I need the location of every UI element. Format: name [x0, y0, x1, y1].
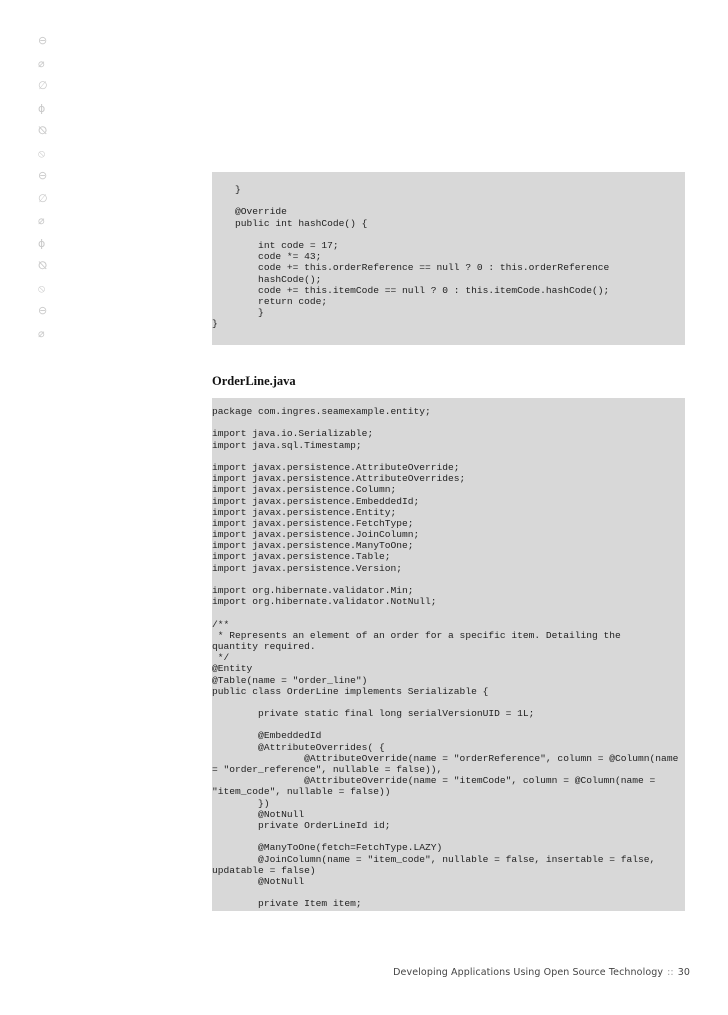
code-line: @AttributeOverrides( { — [212, 741, 385, 753]
code-line: import java.io.Serializable; — [212, 428, 374, 440]
decorative-ring-icon: ⌀ — [38, 326, 45, 340]
code-line: import javax.persistence.Entity; — [212, 506, 397, 518]
code-line: import java.sql.Timestamp; — [212, 439, 362, 451]
code-line: import javax.persistence.AttributeOverride; — [212, 461, 460, 473]
code-line — [212, 451, 685, 462]
code-line: code *= 43; — [212, 251, 322, 263]
code-line: }) — [212, 797, 270, 809]
decorative-ring-icon: ⦰ — [38, 259, 47, 272]
code-line: @NotNull — [212, 808, 305, 820]
decorative-ring-icon: ∅ — [38, 79, 48, 92]
code-line: } — [212, 318, 218, 330]
code-line: import javax.persistence.Column; — [212, 484, 397, 496]
code-line: @ManyToOne(fetch=FetchType.LAZY) — [212, 842, 443, 854]
code-line — [212, 697, 685, 708]
code-line: int code = 17; — [212, 239, 339, 251]
code-listing-orderline — [212, 398, 685, 909]
code-line: private static final long serialVersionUID = 1L; — [212, 708, 535, 720]
code-line: @Entity — [212, 663, 253, 675]
code-line: updatable = false) — [212, 864, 316, 876]
code-line: /** — [212, 618, 230, 630]
code-line — [212, 719, 685, 730]
code-line — [212, 195, 685, 206]
decorative-ring-icon: ⦸ — [38, 146, 46, 160]
code-line — [212, 831, 685, 842]
code-line: "item_code", nullable = false)) — [212, 786, 391, 798]
page-footer — [393, 967, 690, 978]
decorative-ring-icon: ϕ — [38, 236, 46, 250]
margin-decoration — [38, 30, 62, 345]
code-line: import javax.persistence.AttributeOverrides; — [212, 473, 466, 485]
code-line: } — [212, 184, 241, 195]
code-line: return code; — [212, 295, 328, 307]
code-line: public int hashCode() { — [212, 217, 368, 229]
code-line: code += this.orderReference == null ? 0 : this.orderReference — [212, 262, 610, 274]
decorative-ring-icon: ⦰ — [38, 124, 47, 137]
code-line — [212, 417, 685, 428]
footer-title: Developing Applications Using Open Source Technology — [393, 967, 664, 978]
code-line: public class OrderLine implements Serializable { — [212, 685, 489, 697]
code-line: package com.ingres.seamexample.entity; — [212, 406, 431, 417]
code-line: code += this.itemCode == null ? 0 : this.itemCode.hashCode(); — [212, 284, 610, 296]
decorative-ring-icon: ⊖ — [38, 304, 48, 317]
code-line: @NotNull — [212, 875, 305, 887]
code-line — [212, 574, 685, 585]
decorative-ring-icon: ⌀ — [38, 56, 45, 70]
code-line: @AttributeOverride(name = "itemCode", column = @Column(name = — [212, 775, 656, 787]
code-line: private Item item; — [212, 898, 362, 910]
decorative-ring-icon: ⌀ — [38, 214, 45, 227]
code-line: @EmbeddedId — [212, 730, 322, 742]
code-line — [212, 229, 685, 240]
code-line: = "order_reference", nullable = false)), — [212, 764, 443, 775]
decorative-ring-icon: ϕ — [38, 101, 46, 115]
code-line: import javax.persistence.Version; — [212, 562, 402, 574]
code-line: private OrderLineId id; — [212, 819, 391, 831]
code-line: hashCode(); — [212, 273, 322, 285]
code-line: @Override — [212, 206, 287, 218]
code-line: quantity required. — [212, 640, 316, 652]
code-line: import javax.persistence.FetchType; — [212, 517, 414, 529]
code-line: import javax.persistence.EmbeddedId; — [212, 495, 420, 507]
code-line: * Represents an element of an order for a specific item. Detailing the — [212, 629, 621, 641]
decorative-ring-icon: ⊖ — [38, 169, 48, 182]
code-line — [212, 607, 685, 618]
code-listing-hashcode — [212, 172, 685, 329]
decorative-ring-icon: ⦸ — [38, 281, 46, 295]
page-number: 30 — [677, 967, 690, 978]
code-line: @Table(name = "order_line") — [212, 674, 368, 686]
decorative-ring-icon: ⊖ — [38, 34, 48, 47]
decorative-ring-icon: ∅ — [38, 191, 48, 205]
code-line: import org.hibernate.validator.NotNull; — [212, 596, 437, 608]
code-line — [212, 887, 685, 898]
code-line: @JoinColumn(name = "item_code", nullable = false, insertable = false, — [212, 853, 656, 865]
file-heading: OrderLine.java — [212, 374, 296, 388]
footer-separator: :: — [667, 967, 674, 978]
code-line: } — [212, 307, 264, 319]
code-line: import javax.persistence.ManyToOne; — [212, 540, 414, 552]
code-line: import javax.persistence.Table; — [212, 551, 391, 563]
code-line: */ — [212, 652, 230, 664]
code-line: import org.hibernate.validator.Min; — [212, 585, 414, 596]
code-line: @AttributeOverride(name = "orderReference", column = @Column(name — [212, 752, 679, 764]
code-line: import javax.persistence.JoinColumn; — [212, 529, 420, 541]
code-block-orderline — [212, 398, 685, 911]
code-block-continued — [212, 172, 685, 345]
